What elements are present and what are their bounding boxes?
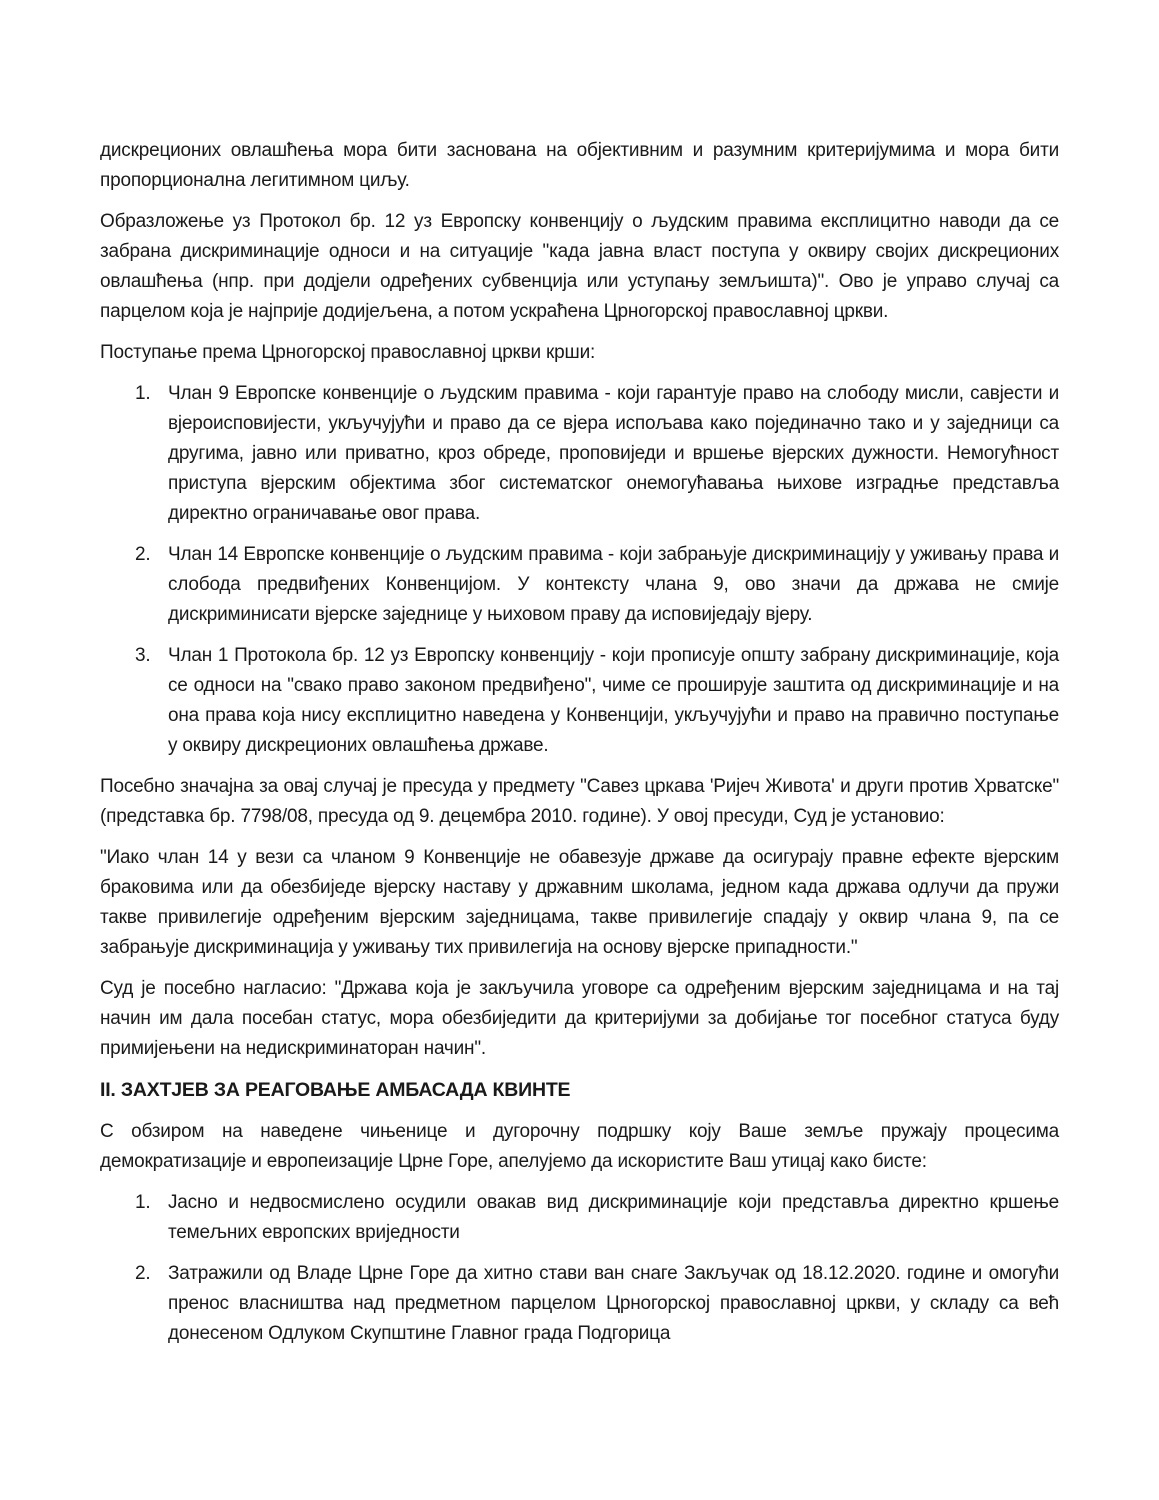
document-content [100, 136, 1059, 1360]
list-item-text: Члан 14 Европске конвенције о људским правима - који забрањује дискриминацију у уживању права и слобода предвиђених Конвенцијом. У контексту члана 9, ово значи да држава не смије дискриминисати вјерске заједнице у њиховом праву да исповиједају вјеру. [168, 544, 1059, 625]
list-item [100, 540, 1059, 630]
list-item-number: 3. [135, 645, 151, 666]
section-heading: II. ЗАХТЈЕВ ЗА РЕАГОВАЊЕ АМБАСАДА КВИНТЕ [100, 1079, 571, 1101]
list-item [100, 1188, 1059, 1248]
requests-list [100, 1188, 1059, 1349]
paragraph-violations-intro: Поступање према Црногорској православној цркви крши: [100, 342, 596, 363]
paragraph-judgment-case: Посебно значајна за овај случај је пресуда у предмету "Савез цркава 'Ријеч Живота' и други против Хрватске" (представка бр. 7798/08, пресуда од 9. децембра 2010. године). У овој пресуди, Суд је установио: [100, 776, 1059, 827]
list-item-text: Члан 9 Европске конвенције о људским правима - који гарантује право на слободу мисли, савјести и вјероисповијести, укључујући и право да се вјера испољава како појединачно тако и у заједници са другима, јавно или приватно, кроз обреде, проповиједи и вршење вјерских дужности. Немогућност приступа вјерским објектима због систематског онемогућавања њихове изградње представља директно ограничавање овог права. [168, 383, 1059, 524]
list-item-text: Члан 1 Протокола бр. 12 уз Европску конвенцију - који прописује општу забрану дискриминације, која се односи на "свако право законом предвиђено", чиме се проширује заштита од дискриминације и на она права која нису експлицитно наведена у Конвенцији, укључујући и право на правично поступање у оквиру дискреционих овлашћења државе. [168, 645, 1059, 756]
list-item [100, 379, 1059, 529]
paragraph-court-emphasis: Суд је посебно нагласио: "Држава која је закључила уговоре са одређеним вјерским заједницама и на тај начин им дала посебан статус, мора обезбиједити да критеријуми за добијање тог посебног статуса буду примијењени на недискриминаторан начин". [100, 978, 1059, 1059]
paragraph-discretionary-criteria: дискреционих овлашћења мора бити заснована на објективним и разумним критеријумима и мора бити пропорционална легитимном циљу. [100, 140, 1059, 191]
paragraph-protocol12-explanation: Образложење уз Протокол бр. 12 уз Европску конвенцију о људским правима експлицитно наводи да се забрана дискриминације односи и на ситуације "када јавна власт поступа у оквиру својих дискреционих овлашћења (нпр. при додјели одређених субвенција или уступању земљишта)". Ово је управо случај са парцелом која је најприје додијељена, а потом ускраћена Црногорској православној цркви. [100, 211, 1059, 322]
list-item-text: Јасно и недвосмислено осудили овакав вид дискриминације који представља директно кршење темељних европских вриједности [168, 1192, 1059, 1243]
paragraph-judgment-quote: "Иако члан 14 у вези са чланом 9 Конвенције не обавезује државе да осигурају правне ефекте вјерским браковима или да обезбиједе вјерску наставу у државним школама, једном када држава одлучи да пружи такве привилегије одређеним вјерским заједницама, такве привилегије спадају у оквир члана 9, па се забрањује дискриминација у уживању тих привилегија на основу вјерске припадности." [100, 847, 1059, 958]
list-item-number: 2. [135, 1263, 151, 1284]
paragraph-appeal-intro: С обзиром на наведене чињенице и дугорочну подршку коју Ваше земље пружају процесима демократизације и европеизације Црне Горе, апелујемо да искористите Ваш утицај како бисте: [100, 1121, 1059, 1172]
list-item-number: 2. [135, 544, 151, 565]
list-item-number: 1. [135, 383, 151, 404]
list-item [100, 1259, 1059, 1349]
list-item [100, 641, 1059, 761]
list-item-text: Затражили од Владе Црне Горе да хитно стави ван снаге Закључак од 18.12.2020. године и омогући пренос власништва над предметном парцелом Црногорској православној цркви, у складу са већ донесеном Одлуком Скупштине Главног града Подгорица [168, 1263, 1059, 1344]
violations-list [100, 379, 1059, 761]
list-item-number: 1. [135, 1192, 151, 1213]
